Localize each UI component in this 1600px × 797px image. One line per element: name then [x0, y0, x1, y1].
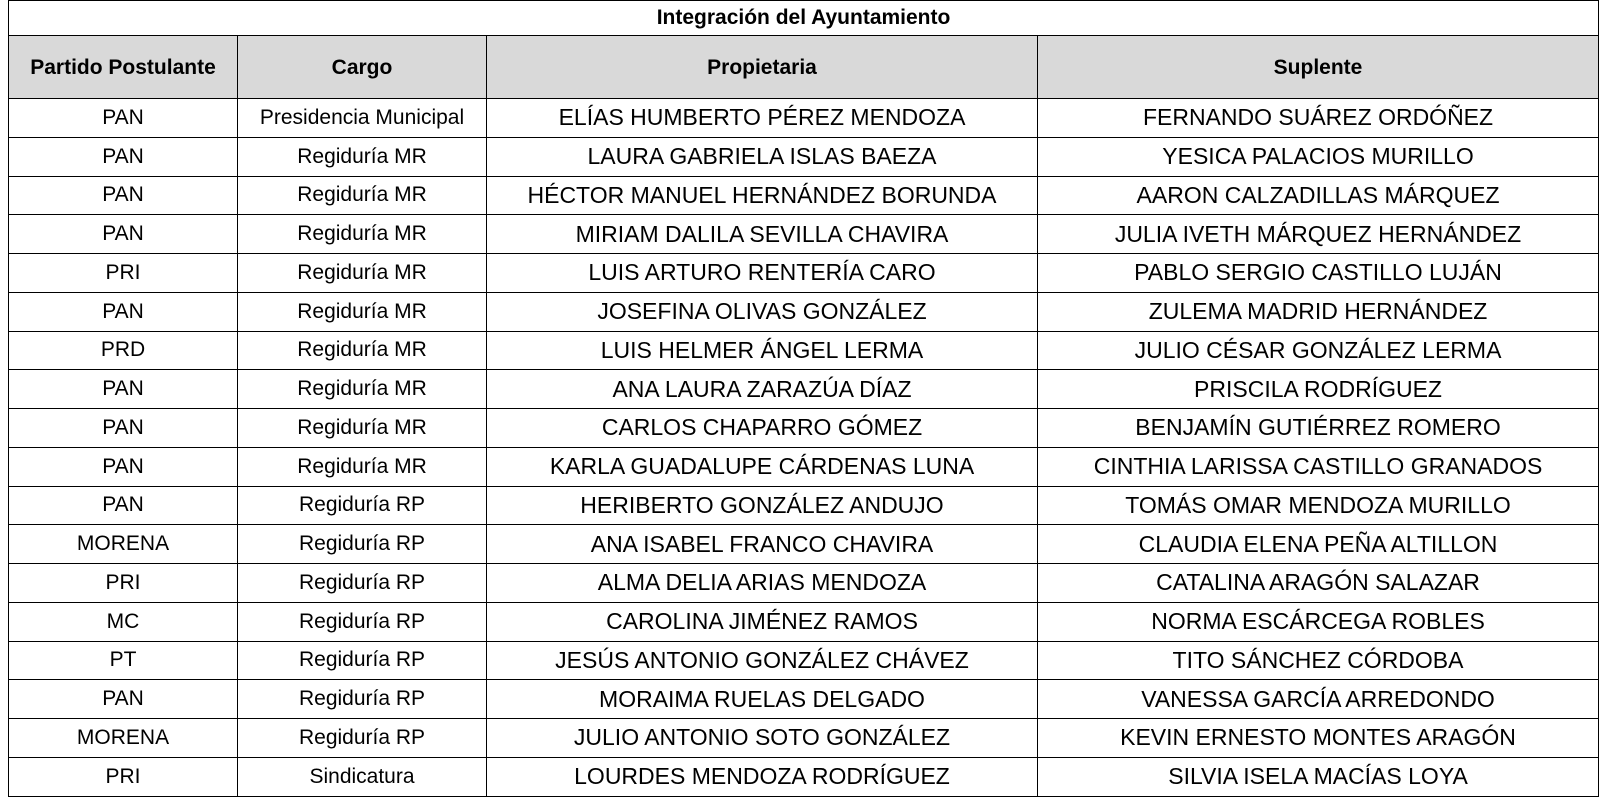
table-row [9, 447, 1599, 486]
suplente-cell: YESICA PALACIOS MURILLO [1038, 137, 1599, 176]
cargo-cell: Presidencia Municipal [238, 99, 487, 138]
propietaria-cell: LOURDES MENDOZA RODRÍGUEZ [487, 757, 1038, 796]
cargo-cell: Regiduría MR [238, 331, 487, 370]
party-cell: PAN [9, 137, 238, 176]
propietaria-cell: JESÚS ANTONIO GONZÁLEZ CHÁVEZ [487, 641, 1038, 680]
suplente-cell: TOMÁS OMAR MENDOZA MURILLO [1038, 486, 1599, 525]
cargo-cell: Regiduría MR [238, 447, 487, 486]
table-row [9, 331, 1599, 370]
suplente-cell: TITO SÁNCHEZ CÓRDOBA [1038, 641, 1599, 680]
table-row [9, 719, 1599, 758]
suplente-cell: AARON CALZADILLAS MÁRQUEZ [1038, 176, 1599, 215]
table-row [9, 525, 1599, 564]
party-cell: PRI [9, 254, 238, 293]
table-row [9, 254, 1599, 293]
cargo-cell: Regiduría RP [238, 525, 487, 564]
table-row [9, 757, 1599, 796]
cargo-cell: Regiduría MR [238, 254, 487, 293]
column-header-row [9, 36, 1599, 99]
column-header-suplente: Suplente [1038, 36, 1599, 99]
cargo-cell: Regiduría RP [238, 602, 487, 641]
table-row [9, 292, 1599, 331]
column-header-propietaria: Propietaria [487, 36, 1038, 99]
party-cell: PAN [9, 447, 238, 486]
table-title: Integración del Ayuntamiento [9, 1, 1599, 36]
suplente-cell: PABLO SERGIO CASTILLO LUJÁN [1038, 254, 1599, 293]
table-row [9, 409, 1599, 448]
table-row [9, 486, 1599, 525]
party-cell: MORENA [9, 525, 238, 564]
propietaria-cell: MIRIAM DALILA SEVILLA CHAVIRA [487, 215, 1038, 254]
table-body [9, 99, 1599, 797]
cargo-cell: Regiduría RP [238, 641, 487, 680]
table-row [9, 370, 1599, 409]
suplente-cell: CATALINA ARAGÓN SALAZAR [1038, 564, 1599, 603]
propietaria-cell: KARLA GUADALUPE CÁRDENAS LUNA [487, 447, 1038, 486]
party-cell: MC [9, 602, 238, 641]
party-cell: PAN [9, 176, 238, 215]
cargo-cell: Regiduría RP [238, 486, 487, 525]
propietaria-cell: LUIS HELMER ÁNGEL LERMA [487, 331, 1038, 370]
table-row [9, 680, 1599, 719]
table-row [9, 641, 1599, 680]
column-header-cargo: Cargo [238, 36, 487, 99]
propietaria-cell: CAROLINA JIMÉNEZ RAMOS [487, 602, 1038, 641]
party-cell: PAN [9, 215, 238, 254]
cargo-cell: Sindicatura [238, 757, 487, 796]
party-cell: PRD [9, 331, 238, 370]
suplente-cell: NORMA ESCÁRCEGA ROBLES [1038, 602, 1599, 641]
party-cell: PAN [9, 409, 238, 448]
party-cell: PAN [9, 680, 238, 719]
table-row [9, 176, 1599, 215]
propietaria-cell: LUIS ARTURO RENTERÍA CARO [487, 254, 1038, 293]
propietaria-cell: JULIO ANTONIO SOTO GONZÁLEZ [487, 719, 1038, 758]
propietaria-cell: MORAIMA RUELAS DELGADO [487, 680, 1038, 719]
cargo-cell: Regiduría MR [238, 176, 487, 215]
party-cell: PT [9, 641, 238, 680]
party-cell: PRI [9, 564, 238, 603]
table-row [9, 215, 1599, 254]
propietaria-cell: ALMA DELIA ARIAS MENDOZA [487, 564, 1038, 603]
cargo-cell: Regiduría RP [238, 564, 487, 603]
table-row [9, 602, 1599, 641]
table-title-row [9, 1, 1599, 36]
cargo-cell: Regiduría MR [238, 409, 487, 448]
suplente-cell: PRISCILA RODRÍGUEZ [1038, 370, 1599, 409]
propietaria-cell: ANA LAURA ZARAZÚA DÍAZ [487, 370, 1038, 409]
party-cell: PAN [9, 370, 238, 409]
propietaria-cell: HERIBERTO GONZÁLEZ ANDUJO [487, 486, 1038, 525]
suplente-cell: VANESSA GARCÍA ARREDONDO [1038, 680, 1599, 719]
party-cell: PAN [9, 99, 238, 138]
table-row [9, 137, 1599, 176]
cargo-cell: Regiduría RP [238, 680, 487, 719]
ayuntamiento-table [8, 0, 1599, 797]
propietaria-cell: ANA ISABEL FRANCO CHAVIRA [487, 525, 1038, 564]
suplente-cell: CLAUDIA ELENA PEÑA ALTILLON [1038, 525, 1599, 564]
suplente-cell: CINTHIA LARISSA CASTILLO GRANADOS [1038, 447, 1599, 486]
table-row [9, 99, 1599, 138]
column-header-party: Partido Postulante [9, 36, 238, 99]
propietaria-cell: HÉCTOR MANUEL HERNÁNDEZ BORUNDA [487, 176, 1038, 215]
cargo-cell: Regiduría MR [238, 292, 487, 331]
suplente-cell: JULIA IVETH MÁRQUEZ HERNÁNDEZ [1038, 215, 1599, 254]
cargo-cell: Regiduría MR [238, 215, 487, 254]
party-cell: PRI [9, 757, 238, 796]
suplente-cell: SILVIA ISELA MACÍAS LOYA [1038, 757, 1599, 796]
cargo-cell: Regiduría MR [238, 137, 487, 176]
suplente-cell: KEVIN ERNESTO MONTES ARAGÓN [1038, 719, 1599, 758]
party-cell: MORENA [9, 719, 238, 758]
suplente-cell: JULIO CÉSAR GONZÁLEZ LERMA [1038, 331, 1599, 370]
suplente-cell: ZULEMA MADRID HERNÁNDEZ [1038, 292, 1599, 331]
propietaria-cell: LAURA GABRIELA ISLAS BAEZA [487, 137, 1038, 176]
table-row [9, 564, 1599, 603]
cargo-cell: Regiduría RP [238, 719, 487, 758]
cargo-cell: Regiduría MR [238, 370, 487, 409]
suplente-cell: BENJAMÍN GUTIÉRREZ ROMERO [1038, 409, 1599, 448]
propietaria-cell: JOSEFINA OLIVAS GONZÁLEZ [487, 292, 1038, 331]
propietaria-cell: ELÍAS HUMBERTO PÉREZ MENDOZA [487, 99, 1038, 138]
suplente-cell: FERNANDO SUÁREZ ORDÓÑEZ [1038, 99, 1599, 138]
propietaria-cell: CARLOS CHAPARRO GÓMEZ [487, 409, 1038, 448]
party-cell: PAN [9, 292, 238, 331]
party-cell: PAN [9, 486, 238, 525]
